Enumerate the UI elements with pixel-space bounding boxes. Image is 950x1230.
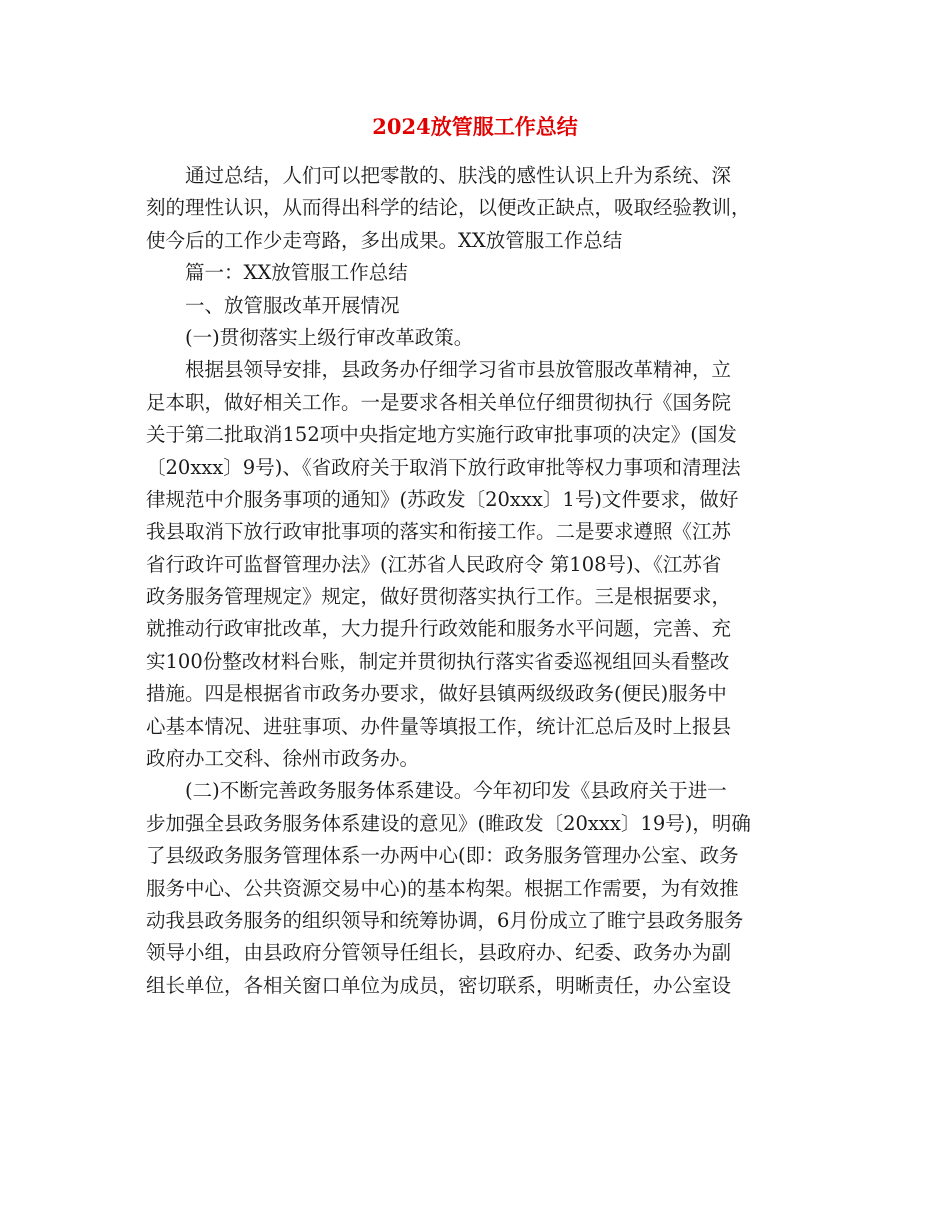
text-line: (二)不断完善政务服务体系建设。今年初印发《县政府关于进一 — [185, 779, 727, 803]
text-line: 了县级政务服务管理体系一办两中心(即：政务服务管理办公室、政务 — [146, 844, 739, 868]
paragraph — [146, 322, 810, 354]
text-line: 动我县政务服务的组织领导和统筹协调，6月份成立了睢宁县政务服务 — [146, 908, 744, 932]
text-line: 领导小组，由县政府分管领导任组长，县政府办、纪委、政务办为副 — [146, 941, 732, 965]
text-line: 使今后的工作少走弯路，多出成果。XX放管服工作总结 — [146, 228, 623, 252]
text-line: 心基本情况、进驻事项、办件量等填报工作，统计汇总后及时上报县 — [146, 714, 732, 738]
text-line: 律规范中介服务事项的通知》(苏政发〔20xxx〕1号)文件要求，做好 — [146, 487, 739, 511]
paragraph — [146, 160, 810, 257]
text-line: 根据县领导安排，县政务办仔细学习省市县放管服改革精神，立 — [185, 358, 732, 382]
text-line: 省行政许可监督管理办法》(江苏省人民政府令 第108号)、《江苏省 — [146, 552, 722, 576]
paragraph — [146, 257, 810, 289]
text-line: 刻的理性认识，从而得出科学的结论，以便改正缺点，吸取经验教训， — [146, 196, 751, 220]
text-line: 实100份整改材料台账，制定并贯彻执行落实省委巡视组回头看整改 — [146, 649, 730, 673]
text-line: 足本职，做好相关工作。一是要求各相关单位仔细贯彻执行《国务院 — [146, 390, 732, 414]
text-line: 一、放管服改革开展情况 — [185, 293, 400, 317]
text-line: 我县取消下放行政审批事项的落实和衔接工作。二是要求遵照《江苏 — [146, 520, 732, 544]
paragraph — [146, 775, 810, 1002]
text-line: 政府办工交科、徐州市政务办。 — [146, 747, 420, 771]
text-line: 步加强全县政务服务体系建设的意见》(睢政发〔20xxx〕19号)，明确 — [146, 811, 751, 835]
document-body — [146, 160, 810, 1002]
text-line: 篇一：XX放管服工作总结 — [185, 261, 408, 285]
text-line: 组长单位，各相关窗口单位为成员，密切联系，明晰责任，办公室设 — [146, 973, 732, 997]
text-line: 服务中心、公共资源交易中心)的基本构架。根据工作需要，为有效推 — [146, 876, 739, 900]
text-line: (一)贯彻落实上级行审改革政策。 — [185, 325, 474, 349]
text-line: 就推动行政审批改革，大力提升行政效能和服务水平问题，完善、充 — [146, 617, 732, 641]
text-line: 措施。四是根据省市政务办要求，做好县镇两级级政务(便民)服务中 — [146, 682, 727, 706]
text-line: 通过总结，人们可以把零散的、肤浅的感性认识上升为系统、深 — [185, 164, 732, 187]
text-line: 〔20xxx〕9号)、《省政府关于取消下放行政审批等权力事项和清理法 — [146, 455, 741, 479]
text-line: 关于第二批取消152项中央指定地方实施行政审批事项的决定》(国发 — [146, 423, 737, 447]
paragraph — [146, 354, 810, 775]
paragraph — [146, 290, 810, 322]
document-title: 2024放管服工作总结 — [372, 114, 578, 139]
text-line: 政务服务管理规定》规定，做好贯彻落实执行工作。三是根据要求， — [146, 585, 732, 609]
